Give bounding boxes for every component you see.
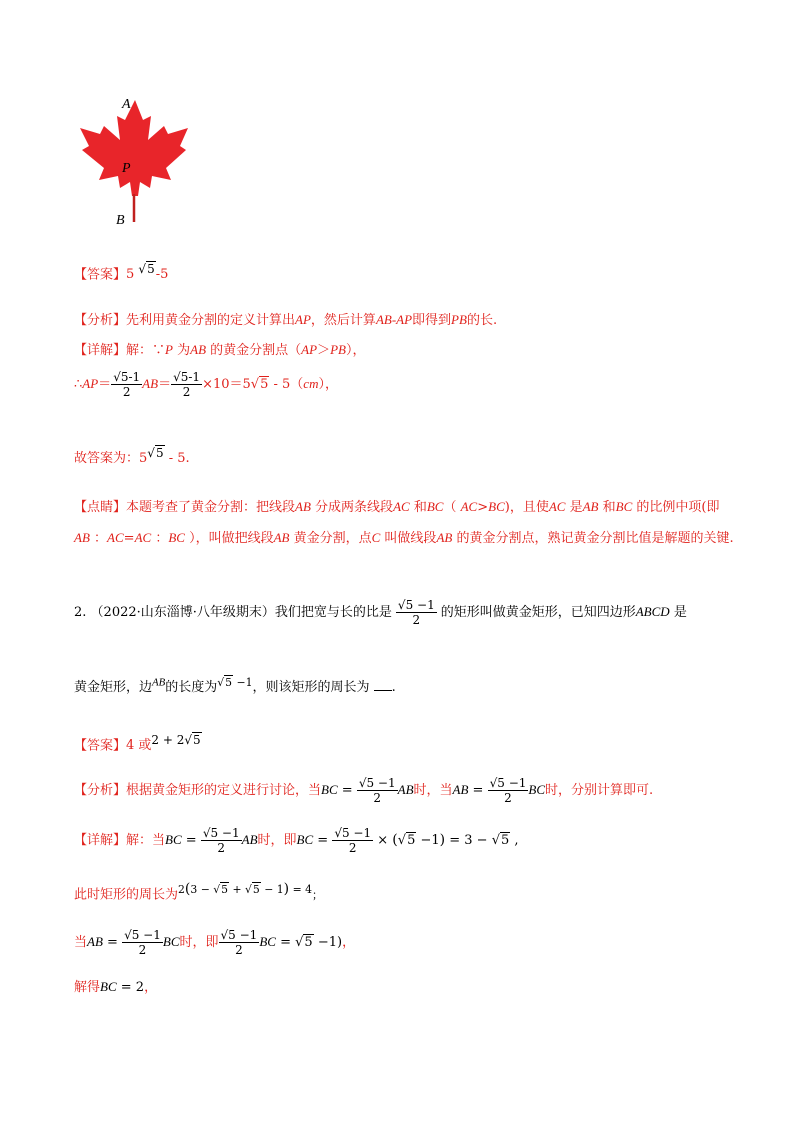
- ap-formula-line: ∴AP＝ $\frac{√5-1}{2}$ AB＝ $\frac{√5-1}{2}$ ×10＝5√5 - 5（cm），: [74, 370, 338, 399]
- q2-detail-tag: 【详解】: [74, 833, 127, 848]
- analysis-tag: 【分析】: [74, 313, 127, 328]
- q2-detail-line-2: 此时矩形的周长为$^{2(3 - √5 + √5 - 1) = 4}$；: [74, 881, 323, 903]
- question-number: 2.: [74, 605, 87, 620]
- point-b-label: B: [116, 213, 125, 228]
- answer-text: 5 $^{√5}$-5: [126, 262, 169, 283]
- q2-answer-tag: 【答案】: [74, 738, 127, 754]
- point-a-label: A: [122, 97, 131, 112]
- answer-blank: [374, 680, 392, 691]
- q2-answer-line: [74, 733, 202, 753]
- analysis-line: [74, 309, 497, 328]
- key-point-text: 本题考查了黄金分割：把线段AB 分成两条线段AC 和BC（ AC>BC)，且使AC 是AB 和BC 的比例中项(即AB ：AC=AC ：BC ），叫做把线段AB 黄金分割，点C 叫做线段AB 的黄金分割点，熟记黄金分割比值是解题的关键.: [74, 499, 734, 546]
- q2-detail-line-4: 解得BC = 2，: [74, 979, 158, 995]
- q2-analysis-tag: 【分析】: [74, 783, 127, 798]
- conclusion-text: 故答案为：$5^{√5} - 5$.: [74, 446, 190, 467]
- detail-line: [74, 339, 365, 358]
- q2-answer-text: 4 或$^{2 + 2√5}$: [126, 733, 201, 754]
- question-2-line-2: 黄金矩形，边$^{AB}$的长度为$^{√5 -1}$，则该矩形的周长为 .: [74, 676, 396, 696]
- question-source: （2022·山东淄博·八年级期末）: [90, 605, 275, 620]
- q2-analysis-line: 【分析】根据黄金矩形的定义进行讨论，当BC = $\frac{√5 -1}{2}$ AB时，当AB = $\frac{√5 -1}{2}$ BC时，分别计算即可.: [74, 776, 654, 805]
- point-p-label: P: [122, 161, 131, 176]
- key-point-paragraph: [74, 492, 734, 554]
- detail-tag: 【详解】: [74, 343, 127, 358]
- q2-detail-line-3: 当AB = $\frac{√5 -1}{2}$ BC时，即 $\frac{√5 -1}{2}$ BC = √5 −1)，: [74, 928, 356, 957]
- key-point-tag: 【点睛】: [74, 500, 127, 515]
- analysis-text: 先利用黄金分割的定义计算出AP，然后计算AB-AP即得到PB的长.: [126, 312, 498, 328]
- maple-leaf-icon: [80, 100, 188, 196]
- detail-text: 解：∵P 为AB 的黄金分割点（AP＞PB），: [126, 342, 366, 358]
- answer-tag: 【答案】: [74, 267, 127, 283]
- q2-detail-line-1: 【详解】解：当BC = $\frac{√5 -1}{2}$ AB时，即BC = $\frac{√5 -1}{2}$ × (√5 −1) = 3 − √5 ,: [74, 826, 519, 855]
- maple-leaf-figure: [72, 96, 196, 230]
- conclusion-line: [74, 446, 190, 466]
- answer-line: [74, 262, 168, 282]
- question-2-line-1: 2. （2022·山东淄博·八年级期末）我们把宽与长的比是 $\frac{√5 -1}{2}$ 的矩形叫做黄金矩形，已知四边形ABCD 是: [74, 598, 687, 627]
